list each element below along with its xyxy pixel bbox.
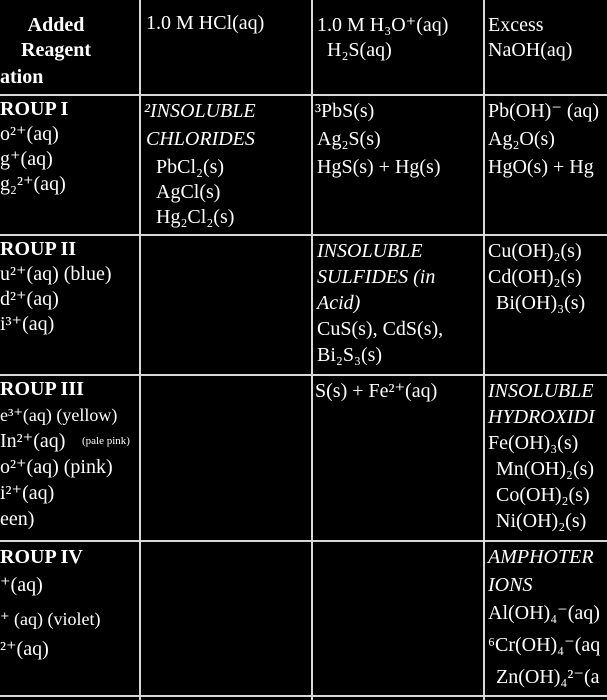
group-1-hcl: ²INSOLUBLE (144, 100, 256, 122)
row-divider (0, 374, 607, 376)
group-2-h2s: CuS(s), CdS(s), (317, 318, 444, 340)
group-1-naoh: Pb(OH)⁻ (aq) (488, 100, 600, 122)
group-1-ion: o²⁺(aq) (0, 123, 59, 145)
group-4-title: ROUP IV (0, 546, 83, 568)
header-hcl: 1.0 M HCl(aq) (146, 12, 265, 34)
group-3-naoh: INSOLUBLE (488, 380, 594, 402)
column-divider (483, 0, 485, 700)
group-3-naoh: Co(OH)₂(s) (496, 484, 590, 506)
header-naoh: NaOH(aq) (488, 39, 573, 61)
group-4-naoh: AMPHOTER (488, 546, 594, 568)
group-1-hcl: Hg₂Cl₂(s) (156, 206, 235, 228)
header-reagent-line2: Reagent (21, 39, 91, 61)
group-3-naoh: Ni(OH)₂(s) (496, 510, 587, 532)
group-3-ion: e³⁺(aq) (yellow) (0, 405, 118, 425)
group-2-h2s: SULFIDES (in (317, 266, 436, 288)
row-divider (0, 94, 607, 96)
group-3-ion: i²⁺(aq) (0, 482, 55, 504)
group-2-ion: i³⁺(aq) (0, 313, 55, 335)
group-3-naoh: HYDROXIDI (488, 406, 595, 428)
group-1-ion: g₂²⁺(aq) (0, 173, 66, 195)
group-1-ion: g⁺(aq) (0, 148, 53, 170)
row-divider (0, 234, 607, 236)
group-3-ion: o²⁺(aq) (pink) (0, 456, 113, 478)
group-1-h2s: HgS(s) + Hg(s) (317, 156, 441, 178)
group-4-naoh: Al(OH)₄⁻(aq) (488, 602, 600, 624)
group-2-title: ROUP II (0, 238, 77, 260)
column-divider (139, 0, 141, 700)
group-2-ion: u²⁺(aq) (blue) (0, 263, 112, 285)
group-3-h2s: S(s) + Fe²⁺(aq) (315, 380, 438, 402)
group-2-h2s: Acid) (317, 292, 361, 314)
header-reagent-line1: Added (27, 14, 85, 36)
group-4-ion: ⁺(aq) (0, 574, 43, 596)
group-2-h2s: INSOLUBLE (317, 240, 423, 262)
group-4-naoh: IONS (488, 574, 533, 596)
row-divider (0, 540, 607, 542)
group-3-naoh: Fe(OH)₃(s) (488, 432, 579, 454)
group-1-hcl: PbCl₂(s) (156, 156, 225, 178)
group-1-title: ROUP I (0, 98, 69, 120)
group-1-hcl: CHLORIDES (146, 128, 255, 150)
header-h3o: 1.0 M H₃O⁺(aq) (317, 14, 449, 36)
group-4-ion: ⁺ (aq) (violet) (0, 609, 101, 629)
group-2-naoh: Bi(OH)₃(s) (496, 292, 586, 314)
group-3-title: ROUP III (0, 378, 84, 400)
header-excess: Excess (488, 14, 544, 36)
group-2-ion: d²⁺(aq) (0, 288, 59, 310)
group-3-ion-note: (pale pink) (82, 435, 130, 447)
group-3-ion: een) (0, 508, 35, 530)
group-4-naoh: ⁶Cr(OH)₄⁻(aq (488, 634, 601, 656)
group-1-h2s: Ag₂S(s) (317, 128, 381, 150)
group-1-hcl: AgCl(s) (156, 181, 221, 203)
group-1-naoh: HgO(s) + Hg (488, 156, 594, 178)
column-divider (311, 0, 313, 700)
group-3-ion: In²⁺(aq) (0, 430, 66, 452)
group-4-naoh: Zn(OH)₄²⁻(a (496, 666, 600, 688)
group-1-h2s: ³PbS(s) (315, 100, 375, 122)
group-2-h2s: Bi₂S₃(s) (317, 344, 383, 366)
group-4-ion: ²⁺(aq) (0, 638, 49, 660)
group-2-naoh: Cd(OH)₂(s) (488, 266, 582, 288)
group-1-naoh: Ag₂O(s) (488, 128, 555, 150)
group-3-naoh: Mn(OH)₂(s) (496, 458, 595, 480)
row-divider (0, 695, 607, 697)
header-row-label: ation (0, 66, 44, 88)
header-h2s: H₂S(aq) (327, 39, 392, 61)
group-2-naoh: Cu(OH)₂(s) (488, 240, 582, 262)
